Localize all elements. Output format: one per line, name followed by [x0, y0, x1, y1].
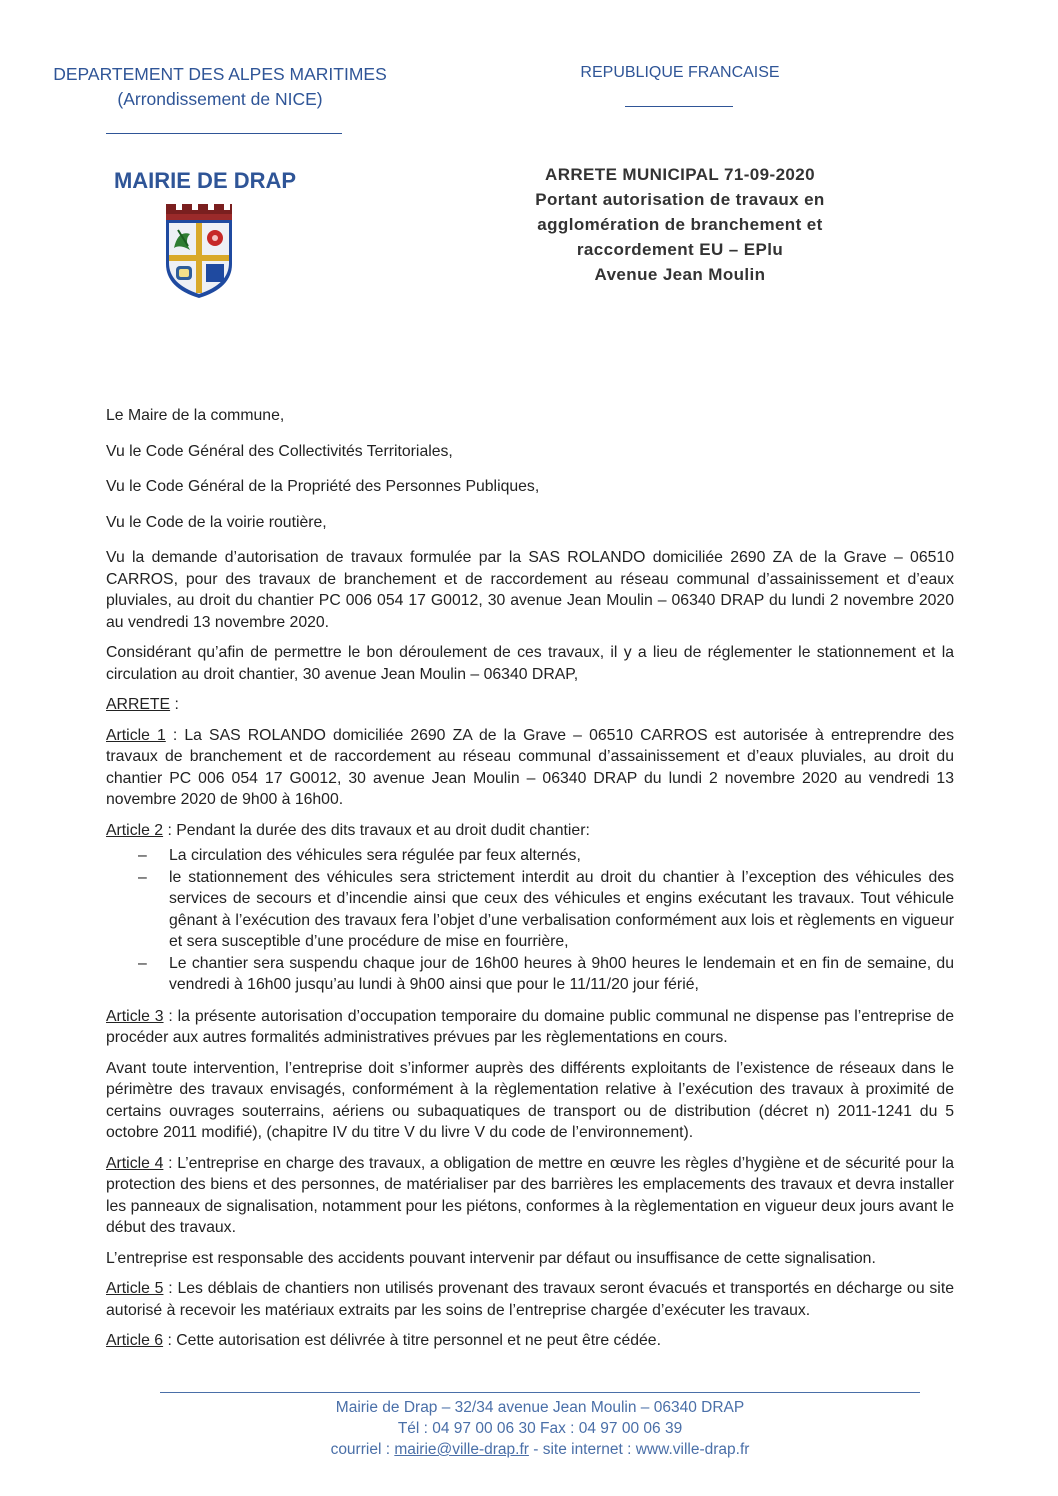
- legal-reference: Vu le Code Général de la Propriété des Personnes Publiques,: [106, 478, 540, 495]
- article-2-label: Article 2: [106, 821, 164, 839]
- article-3-text: : la présente autorisation d’occupation temporaire du domaine public communal ne dispense pas l’entreprise de procéder aux autres formalités administratives prévues par les règlementations en cours.: [106, 1007, 954, 1046]
- article-5-label: Article 5: [106, 1280, 164, 1297]
- dash-bullet: –: [138, 868, 147, 886]
- header-left-rule: [106, 133, 342, 134]
- footer-address: Mairie de Drap – 32/34 avenue Jean Moulin – 06340 DRAP: [335, 1399, 745, 1416]
- article-2-text: : Pendant la durée des dits travaux et au droit dudit chantier:: [163, 821, 590, 839]
- article-5: [106, 1278, 954, 1321]
- article-3: [106, 1006, 954, 1049]
- footer-contact: [200, 1439, 880, 1460]
- article-4: [106, 1153, 954, 1239]
- avant-intervention-paragraph: Avant toute intervention, l’entreprise doit s’informer auprès des différents exploitants de l’existence de réseaux dans le périmètre des travaux envisagés, conformément à la règlementation relative à l’exécution des travaux à proximité de certains ouvrages souterrains, aériens ou subaquatiques de transport ou de distribution (décret n) 2011-1241 du 5 octobre 2011 modifié), (chapitre IV du titre V du livre V du code de l’environnement).: [106, 1059, 954, 1141]
- article-4-label: Article 4: [106, 1154, 164, 1172]
- arrete-subject-line: raccordement EU – EPlu: [576, 240, 784, 259]
- responsibility-paragraph: L’entreprise est responsable des accidents pouvant intervenir par défaut ou insuffisance de cette signalisation.: [106, 1249, 876, 1267]
- mairie-name: MAIRIE DE DRAP: [113, 168, 297, 193]
- legal-reference: Vu le Code Général des Collectivités Territoriales,: [106, 442, 453, 460]
- article-5-text: : Les déblais de chantiers non utilisés provenant des travaux seront évacués et transportés en décharge ou site autorisé à recevoir les matériaux extraits par les soins de l’entreprise chargée d’exécuter les travaux.: [106, 1280, 954, 1319]
- department-header: [50, 62, 390, 112]
- list-item-text: La circulation des véhicules sera régulée par feux alternés,: [169, 847, 581, 864]
- arrete-word: ARRETE: [106, 696, 171, 713]
- article-4-text: : L’entreprise en charge des travaux, a obligation de mettre en œuvre les règles d’hygiène et de sécurité pour la protection des biens et des personnes, de matérialiser par des barrières les emplacements des travaux et devra installer les panneaux de signalisation, notamment pour les piétons, conformes à la règlementation en vigueur deux jours avant le début des travaux.: [106, 1154, 954, 1236]
- arrete-subject-line: agglomération de branchement et: [537, 215, 823, 234]
- list-item: [106, 867, 954, 953]
- article-6-text: : Cette autorisation est délivrée à titre personnel et ne peut être cédée.: [163, 1332, 661, 1349]
- arrete-number: ARRETE MUNICIPAL 71-09-2020: [545, 165, 815, 184]
- republique-header: REPUBLIQUE FRANCAISE: [580, 64, 780, 81]
- article-6-label: Article 6: [106, 1332, 164, 1349]
- arrondissement: (Arrondissement de NICE): [117, 89, 323, 109]
- considering-paragraph: Considérant qu’afin de permettre le bon déroulement de ces travaux, il y a lieu de réglementer le stationnement et la circulation au droit chantier, 30 avenue Jean Moulin – 06340 DRAP,: [106, 644, 954, 683]
- email-link[interactable]: mairie@ville-drap.fr: [394, 1441, 529, 1458]
- article-6: [106, 1330, 954, 1352]
- dash-bullet: –: [138, 954, 147, 972]
- article-2: [106, 820, 954, 842]
- footer-phone: Tél : 04 97 00 06 30 Fax : 04 97 00 06 39: [397, 1420, 683, 1437]
- header-right-rule: [625, 106, 733, 107]
- article-3-label: Article 3: [106, 1007, 164, 1025]
- footer: [200, 1397, 880, 1460]
- list-item: [106, 845, 954, 867]
- list-item-text: Le chantier sera suspendu chaque jour de 16h00 heures à 9h00 heures le lendemain et en fin de semaine, du vendredi à 16h00 jusqu’au lundi à 9h00 ainsi que pour le 11/11/20 jour férié,: [169, 954, 954, 993]
- footer-rule: [160, 1392, 920, 1393]
- document-body: [106, 405, 954, 1361]
- article-1-label: Article 1: [106, 726, 166, 744]
- courriel-label: courriel :: [330, 1441, 395, 1458]
- intro-paragraph: Le Maire de la commune,: [106, 407, 285, 424]
- drap-coat-of-arms-icon: [160, 200, 238, 300]
- article-2-list: [106, 845, 954, 996]
- article-1-text: : La SAS ROLANDO domiciliée 2690 ZA de la Grave – 06510 CARROS est autorisée à entreprendre des travaux de branchement et de raccordement au réseau communal d’assainissement et d’eaux pluviales, au droit du chantier PC 006 054 17 G0012, 30 avenue Jean Moulin – 06340 DRAP du lundi 2 novembre 2020 au vendredi 13 novembre 2020 de 9h00 à 16h00.: [106, 726, 954, 808]
- request-paragraph: Vu la demande d’autorisation de travaux formulée par la SAS ROLANDO domiciliée 2690 ZA de la Grave – 06510 CARROS, pour des travaux de branchement et de raccordement au réseau communal d’assainissement et d’eaux pluviales, au droit du chantier PC 006 054 17 G0012, 30 avenue Jean Moulin – 06340 DRAP du lundi 2 novembre 2020 au vendredi 13 novembre 2020.: [106, 549, 954, 631]
- arrete-location: Avenue Jean Moulin: [594, 265, 766, 284]
- article-1: [106, 725, 954, 811]
- list-item-text: le stationnement des véhicules sera strictement interdit au droit du chantier à l’exception des véhicules des services de secours et d’incendie ainsi que ceux des véhicules et engins exécutant les travaux. Tout véhicule gênant à l’exécution des travaux fera l’objet d’une verbalisation conformément aux lois et règlements en vigueur et sera susceptible d’une procédure de mise en fourrière,: [169, 868, 954, 950]
- arrete-colon: :: [170, 696, 179, 713]
- legal-reference: Vu le Code de la voirie routière,: [106, 513, 327, 531]
- arrete-heading: [106, 694, 954, 716]
- arrete-subject-line: Portant autorisation de travaux en: [535, 190, 825, 209]
- list-item: [106, 953, 954, 996]
- website-text: - site internet : www.ville-drap.fr: [528, 1441, 750, 1458]
- department-name: DEPARTEMENT DES ALPES MARITIMES: [53, 64, 387, 84]
- arrete-title: [480, 162, 880, 287]
- dash-bullet: –: [138, 847, 147, 864]
